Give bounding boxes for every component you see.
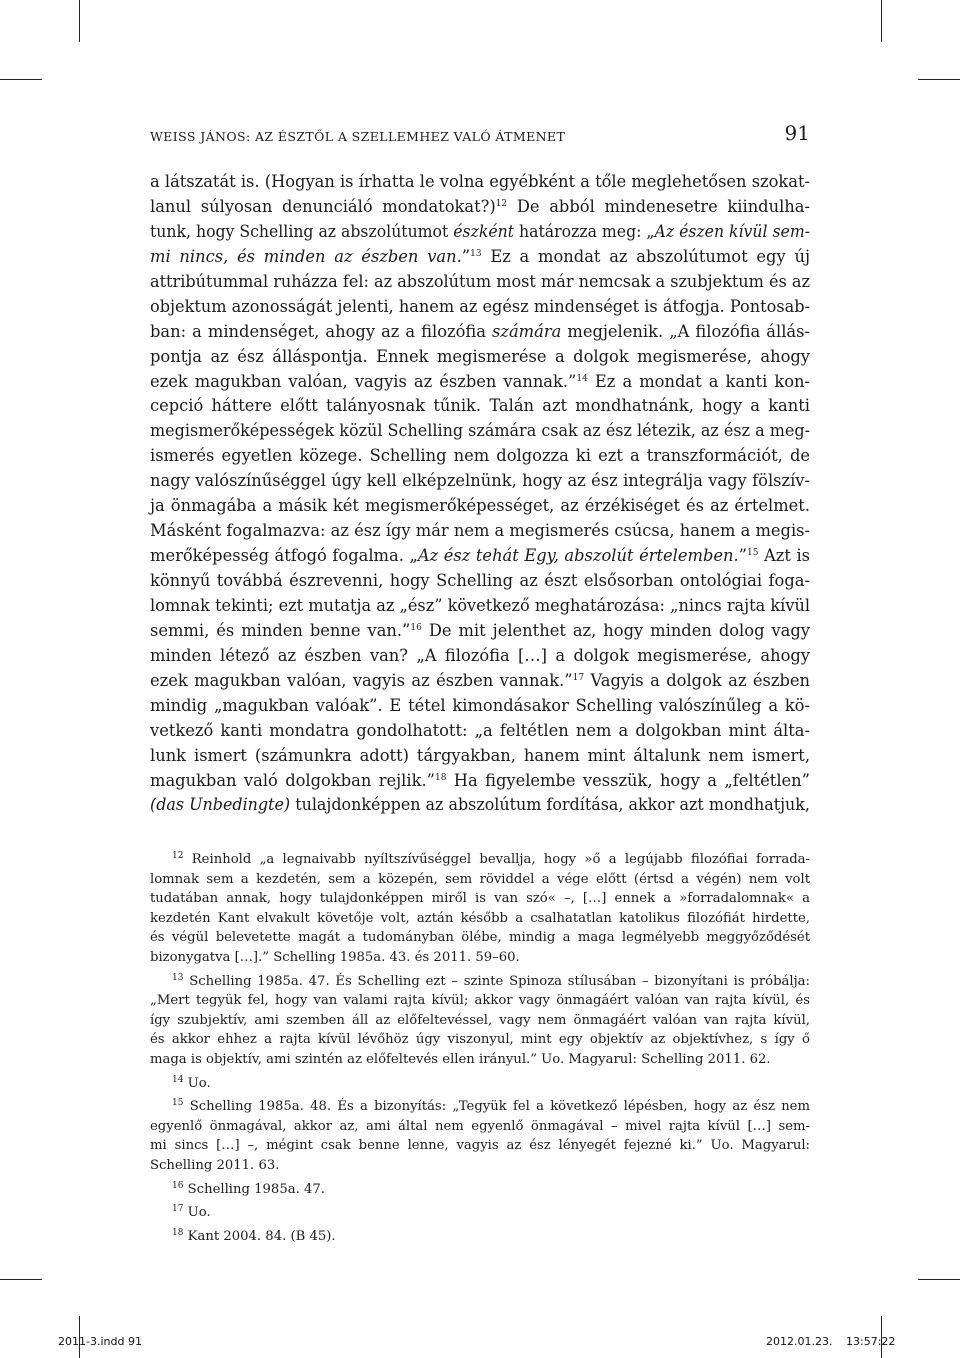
footnote-text: bizonygatva […].” Schelling 1985a. 43. és 2011. 59–60. bbox=[150, 949, 520, 965]
crop-mark bbox=[0, 79, 42, 80]
body-line bbox=[150, 544, 810, 569]
body-line bbox=[150, 494, 810, 519]
footnote-line bbox=[150, 948, 810, 968]
footnote-line bbox=[150, 870, 810, 890]
footnote-text: Uo. bbox=[187, 1075, 211, 1091]
body-line bbox=[150, 569, 810, 594]
text-run: tulajdonképpen az abszolútum fordítása, akkor azt mondhatjuk, bbox=[290, 795, 810, 815]
footnote-text: „Mert tegyük fel, hogy van valami rajta kívül; akkor vagy önmagáért valóan van rajta kívül, és bbox=[150, 993, 810, 1009]
body-line bbox=[150, 694, 810, 719]
body-line bbox=[150, 370, 810, 395]
body-line bbox=[150, 644, 810, 669]
body-line bbox=[150, 170, 810, 195]
footnote-line bbox=[150, 1117, 810, 1137]
text-run: ismerés egyetlen közege. Schelling nem dolgozza ki ezt a transzformációt, de bbox=[150, 446, 810, 466]
text-run: minden létező az észben van? „A filozófia […] a dolgok megismerése, ahogy bbox=[150, 645, 810, 665]
body-line bbox=[150, 469, 810, 494]
body-line bbox=[150, 519, 810, 544]
footnote bbox=[150, 1203, 810, 1223]
body-line bbox=[150, 220, 810, 245]
text-run: Vagyis a dolgok az észben bbox=[584, 670, 811, 690]
footnote-number: 13 bbox=[172, 972, 184, 983]
footnotes bbox=[150, 850, 810, 1250]
text-run: tunk, hogy Schelling az abszolútumot bbox=[150, 221, 454, 241]
crop-mark bbox=[79, 0, 80, 42]
footnote-text: Uo. bbox=[187, 1205, 211, 1221]
text-run: Ez a mondat az abszolútumot egy új bbox=[481, 246, 810, 266]
emphasis: Az észen kívül sem- bbox=[654, 221, 810, 241]
footnote-text: maga is objektív, ami szintén az előfeltevés ellen irányul.” Uo. Magyarul: Schelling 2011. 62. bbox=[150, 1051, 771, 1067]
crop-mark bbox=[881, 0, 882, 42]
crop-mark bbox=[918, 79, 960, 80]
body-line bbox=[150, 295, 810, 320]
body-line bbox=[150, 594, 810, 619]
footnote-line bbox=[150, 1074, 810, 1094]
footnote bbox=[150, 1227, 810, 1247]
footnote-text: Schelling 1985a. 47. És Schelling ezt – szinte Spinoza stílusában – bizonyítani is próbálja: bbox=[189, 973, 810, 989]
body-line bbox=[150, 320, 810, 345]
footnote-ref: 13 bbox=[470, 248, 482, 259]
text-run: lunk ismert (számunkra adott) tárgyakban, hanem mint általunk nem ismert, bbox=[150, 745, 810, 765]
body-line bbox=[150, 419, 810, 444]
footnote-number: 16 bbox=[172, 1180, 184, 1191]
body-line bbox=[150, 793, 810, 818]
footnote-text: tudatában annak, hogy tulajdonképpen miről is van szó« –, […] ennek a »forradalomnak« a bbox=[150, 891, 810, 907]
footnote-line bbox=[150, 972, 810, 992]
text-run: objektum azonosságát jelenti, hanem az egész mindenséget is átfogja. Pontosab- bbox=[150, 296, 810, 316]
footnote-text: egyenlő önmagával, akkor az, ami által nem egyenlő önmagával – mivel rajta kívül […] sem- bbox=[150, 1118, 810, 1134]
slug-date: 2012.01.23. bbox=[766, 1335, 833, 1348]
footnote bbox=[150, 1180, 810, 1200]
footnote-line bbox=[150, 1136, 810, 1156]
footnote-line bbox=[150, 1180, 810, 1200]
footnote-ref: 16 bbox=[410, 622, 422, 633]
text-run: lanul súlyosan denunciáló mondatokat?) bbox=[150, 196, 496, 216]
running-head-title: WEISS JÁNOS: AZ ÉSZTŐL A SZELLEMHEZ VALÓ ÁTMENET bbox=[150, 129, 566, 144]
footnote-line bbox=[150, 928, 810, 948]
footnote-number: 14 bbox=[172, 1074, 184, 1085]
text-run: semmi, és minden benne van.” bbox=[150, 620, 411, 640]
text-run: ” bbox=[461, 246, 471, 266]
footnote-line bbox=[150, 1227, 810, 1247]
footnote-line bbox=[150, 850, 810, 870]
slug-time: 13:57:22 bbox=[846, 1335, 896, 1348]
footnote-line bbox=[150, 1050, 810, 1070]
footnote-text: Reinhold „a legnaivabb nyíltszívűséggel bevallja, hogy »ő a legújabb filozófiai forrada- bbox=[191, 852, 810, 867]
text-run: vetkező kanti mondatra gondolhatott: „a feltétlen nem a dolgokban mint álta- bbox=[150, 720, 810, 740]
slug-file: 2011-3.indd 91 bbox=[58, 1335, 142, 1348]
crop-mark bbox=[918, 1279, 960, 1280]
footnote-line bbox=[150, 1203, 810, 1223]
footnote-text: Kant 2004. 84. (B 45). bbox=[187, 1228, 336, 1244]
body-line bbox=[150, 394, 810, 419]
footnote-number: 15 bbox=[172, 1098, 184, 1109]
body-line bbox=[150, 245, 810, 270]
text-run: könnyű továbbá észrevenni, hogy Schelling az észt elsősorban ontológiai foga- bbox=[150, 571, 810, 590]
footnote-line bbox=[150, 1097, 810, 1117]
body-line bbox=[150, 270, 810, 295]
footnote bbox=[150, 972, 810, 1070]
body-line bbox=[150, 669, 810, 694]
body-text bbox=[150, 170, 810, 818]
footnote-ref: 14 bbox=[576, 373, 588, 384]
text-run: nagy valószínűséggel úgy kell elképzelnünk, hogy az ész integrálja vagy fölszív- bbox=[150, 471, 810, 491]
footnote-ref: 18 bbox=[434, 772, 447, 783]
footnote-number: 17 bbox=[172, 1204, 184, 1215]
body-line bbox=[150, 444, 810, 469]
body-line bbox=[150, 744, 810, 769]
footnote-line bbox=[150, 1011, 810, 1031]
text-run: ezek magukban valóan, vagyis az észben vannak.” bbox=[150, 670, 573, 690]
footnote bbox=[150, 1097, 810, 1175]
footnote-line bbox=[150, 1030, 810, 1050]
footnote-text: kezdetén Kant elvakult követője volt, aztán később a csalhatatlan katolikus filozófiát hirdette, bbox=[150, 910, 810, 926]
text-run: mindig „magukban valóak”. E tétel kimondásakor Schelling valószínűleg a kö- bbox=[150, 695, 810, 715]
footnote-text: Schelling 2011. 63. bbox=[150, 1157, 280, 1173]
footnote-number: 18 bbox=[172, 1227, 184, 1238]
footnote bbox=[150, 850, 810, 968]
text-run: cepció háttere előtt talányosnak tűnik. Talán azt mondhatnánk, hogy a kanti bbox=[150, 396, 810, 416]
text-run: De abból mindenesetre kiindulha- bbox=[507, 196, 810, 216]
footnote bbox=[150, 1074, 810, 1094]
footnote-text: Schelling 1985a. 47. bbox=[187, 1181, 325, 1197]
text-run: megismerőképességek közül Schelling számára csak az ész létezik, az ész a meg- bbox=[150, 421, 810, 441]
footnote-ref: 15 bbox=[747, 548, 759, 559]
footnote-text: Schelling 1985a. 48. És a bizonyítás: „Tegyük fel a következő lépésben, hogy az ész nem bbox=[189, 1099, 810, 1115]
text-run: lomnak tekinti; ezt mutatja az „ész” következő meghatározása: „nincs rajta kívül bbox=[150, 595, 810, 615]
footnote-text: lomnak sem a kezdetén, sem a közepén, sem röviddel a vége előtt (értsd a végén) nem volt bbox=[150, 871, 810, 887]
text-run: ban: a mindenséget, ahogy az a filozófia bbox=[150, 321, 493, 341]
footnote-number: 12 bbox=[172, 851, 184, 861]
footnote-line bbox=[150, 909, 810, 929]
text-run: Ha figyelembe vesszük, hogy a „feltétlen” bbox=[446, 770, 810, 790]
text-run: ja önmagába a másik két megismerőképességet, az érzékiséget és az értelmet. bbox=[150, 496, 810, 516]
body-line bbox=[150, 769, 810, 794]
text-run: határozza meg: „ bbox=[514, 221, 655, 241]
emphasis: Az ész tehát Egy, abszolút értelemben. bbox=[417, 546, 739, 566]
footnote-line bbox=[150, 1156, 810, 1176]
text-run: a látszatát is. (Hogyan is írhatta le volna egyébként a tőle meglehetősen szokat- bbox=[150, 172, 810, 191]
emphasis: észként bbox=[453, 221, 515, 241]
text-run: attribútummal ruházza fel: az abszolútum most már nemcsak a szubjektum és az bbox=[150, 271, 810, 291]
text-run: merőképesség átfogó fogalma. „ bbox=[150, 546, 418, 566]
text-run: pontja az ész álláspontja. Ennek megismerése a dolgok megismerése, ahogy bbox=[150, 346, 810, 366]
body-line bbox=[150, 195, 810, 220]
footnote-text: és akkor ehhez a rajta kívül lévőhöz úgy viszonyul, mint egy objektív az objektívhez, s így ő bbox=[150, 1032, 810, 1048]
page-number: 91 bbox=[784, 121, 810, 145]
footnote-text: így szubjektív, ami szemben áll az előfeltevéssel, vagy nem önmagáért valóan van rajta kívül, bbox=[150, 1012, 810, 1028]
body-line bbox=[150, 719, 810, 744]
crop-mark bbox=[0, 1279, 42, 1280]
running-head bbox=[150, 121, 810, 151]
footnote-line bbox=[150, 889, 810, 909]
footnote-text: és végül belevetette magát a tudományban ölébe, mindig a maga legmélyebb meggyőződését bbox=[150, 930, 810, 946]
text-run: De mit jelenthet az, hogy minden dolog vagy bbox=[421, 620, 810, 640]
emphasis: (das Unbedingte) bbox=[150, 795, 291, 815]
text-run: megjelenik. „A filozófia állás- bbox=[561, 321, 810, 341]
emphasis: számára bbox=[492, 321, 562, 341]
emphasis: mi nincs, és minden az észben van. bbox=[150, 246, 462, 266]
text-run: magukban való dolgokban rejlik.” bbox=[150, 770, 435, 790]
footnote-ref: 12 bbox=[495, 198, 508, 209]
text-run: ” bbox=[738, 546, 747, 566]
body-line bbox=[150, 345, 810, 370]
body-line bbox=[150, 619, 810, 644]
text-run: Azt is bbox=[758, 546, 811, 566]
text-run: ezek magukban valóan, vagyis az észben vannak.” bbox=[150, 371, 577, 391]
footnote-ref: 17 bbox=[572, 672, 585, 683]
footnote-line bbox=[150, 991, 810, 1011]
footnote-text: mi sincs […] –, mégint csak benne lenne, vagyis az ész lényegét fejezné ki.” Uo. Magyarul: bbox=[150, 1138, 810, 1154]
text-run: Másként fogalmazva: az ész így már nem a megismerés csúcsa, hanem a megis- bbox=[150, 521, 810, 541]
text-run: Ez a mondat a kanti kon- bbox=[587, 371, 811, 391]
